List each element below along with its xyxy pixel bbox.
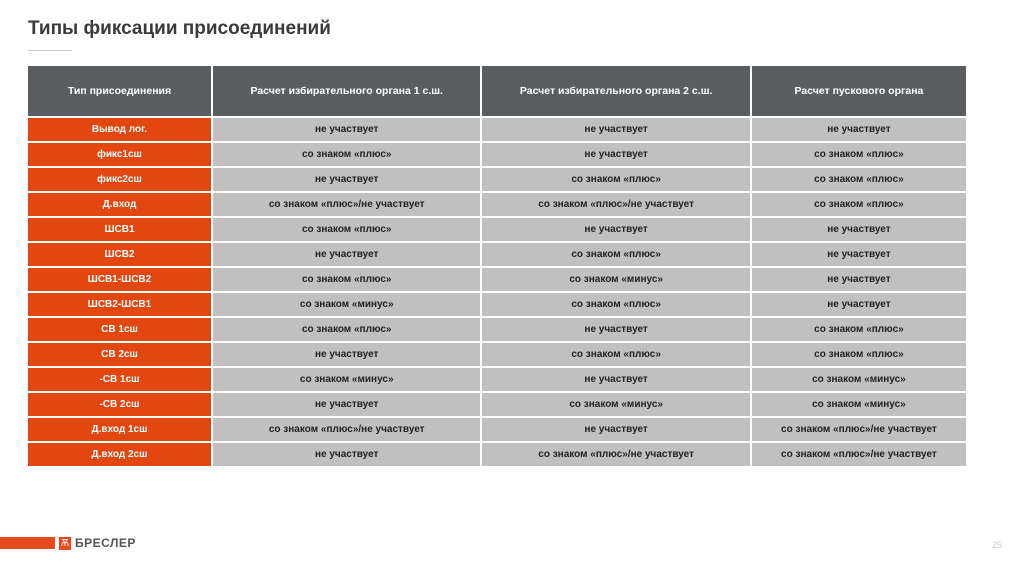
connection-type-cell: ШСВ1-ШСВ2 bbox=[28, 268, 211, 291]
value-cell: не участвует bbox=[752, 293, 966, 316]
table-row bbox=[28, 243, 966, 266]
value-cell: со знаком «плюс»/не участвует bbox=[752, 418, 966, 441]
table-row bbox=[28, 343, 966, 366]
connection-type-cell: ШСВ2-ШСВ1 bbox=[28, 293, 211, 316]
value-cell: не участвует bbox=[213, 343, 480, 366]
connection-type-cell: фикс2сш bbox=[28, 168, 211, 191]
value-cell: со знаком «плюс» bbox=[752, 193, 966, 216]
logo-mark-icon: Ѫ bbox=[60, 537, 70, 549]
value-cell: со знаком «минус» bbox=[213, 293, 480, 316]
footer-accent-bar bbox=[0, 537, 55, 549]
table-row bbox=[28, 118, 966, 141]
page-title: Типы фиксации присоединений bbox=[28, 18, 331, 39]
value-cell: со знаком «плюс» bbox=[213, 218, 480, 241]
table-row bbox=[28, 418, 966, 441]
table-row bbox=[28, 193, 966, 216]
table-header-row bbox=[28, 66, 966, 116]
value-cell: не участвует bbox=[752, 218, 966, 241]
connection-type-cell: Вывод лог. bbox=[28, 118, 211, 141]
value-cell: со знаком «плюс»/не участвует bbox=[752, 443, 966, 466]
value-cell: со знаком «плюс» bbox=[482, 243, 749, 266]
connection-type-cell: СВ 1сш bbox=[28, 318, 211, 341]
connection-type-cell: фикс1сш bbox=[28, 143, 211, 166]
value-cell: не участвует bbox=[752, 268, 966, 291]
value-cell: не участвует bbox=[482, 218, 749, 241]
value-cell: со знаком «плюс» bbox=[752, 168, 966, 191]
fixation-types-table bbox=[26, 64, 968, 468]
brand-logo bbox=[59, 536, 136, 550]
value-cell: не участвует bbox=[213, 243, 480, 266]
value-cell: со знаком «плюс»/не участвует bbox=[213, 193, 480, 216]
header-cell: Расчет избирательного органа 2 с.ш. bbox=[482, 66, 749, 116]
table-row bbox=[28, 218, 966, 241]
value-cell: со знаком «минус» bbox=[752, 368, 966, 391]
value-cell: не участвует bbox=[213, 168, 480, 191]
table-row bbox=[28, 168, 966, 191]
value-cell: со знаком «плюс» bbox=[213, 268, 480, 291]
header-cell: Расчет избирательного органа 1 с.ш. bbox=[213, 66, 480, 116]
value-cell: со знаком «плюс»/не участвует bbox=[482, 193, 749, 216]
value-cell: со знаком «плюс» bbox=[482, 343, 749, 366]
value-cell: со знаком «плюс»/не участвует bbox=[482, 443, 749, 466]
logo-text: БРЕСЛЕР bbox=[75, 536, 136, 550]
connection-type-cell: СВ 2сш bbox=[28, 343, 211, 366]
table-row bbox=[28, 268, 966, 291]
value-cell: со знаком «плюс» bbox=[482, 168, 749, 191]
table-row bbox=[28, 318, 966, 341]
value-cell: не участвует bbox=[213, 443, 480, 466]
connection-type-cell: Д.вход 2сш bbox=[28, 443, 211, 466]
connection-type-cell: Д.вход 1сш bbox=[28, 418, 211, 441]
table-row bbox=[28, 393, 966, 416]
value-cell: не участвует bbox=[752, 243, 966, 266]
table-row bbox=[28, 368, 966, 391]
value-cell: не участвует bbox=[482, 118, 749, 141]
table-row bbox=[28, 293, 966, 316]
value-cell: не участвует bbox=[482, 418, 749, 441]
value-cell: со знаком «плюс» bbox=[213, 143, 480, 166]
value-cell: со знаком «плюс» bbox=[752, 143, 966, 166]
value-cell: не участвует bbox=[482, 368, 749, 391]
value-cell: не участвует bbox=[482, 318, 749, 341]
value-cell: со знаком «плюс»/не участвует bbox=[213, 418, 480, 441]
table-row bbox=[28, 143, 966, 166]
connection-type-cell: ШСВ2 bbox=[28, 243, 211, 266]
connection-type-cell: -СВ 2сш bbox=[28, 393, 211, 416]
value-cell: со знаком «минус» bbox=[482, 268, 749, 291]
value-cell: со знаком «минус» bbox=[482, 393, 749, 416]
value-cell: не участвует bbox=[213, 393, 480, 416]
connection-type-cell: -СВ 1сш bbox=[28, 368, 211, 391]
value-cell: со знаком «минус» bbox=[213, 368, 480, 391]
connection-type-cell: ШСВ1 bbox=[28, 218, 211, 241]
table-row bbox=[28, 443, 966, 466]
value-cell: со знаком «плюс» bbox=[213, 318, 480, 341]
value-cell: не участвует bbox=[482, 143, 749, 166]
title-divider bbox=[28, 50, 72, 51]
header-cell: Тип присоединения bbox=[28, 66, 211, 116]
value-cell: не участвует bbox=[752, 118, 966, 141]
value-cell: со знаком «минус» bbox=[752, 393, 966, 416]
header-cell: Расчет пускового органа bbox=[752, 66, 966, 116]
connection-type-cell: Д.вход bbox=[28, 193, 211, 216]
value-cell: со знаком «плюс» bbox=[752, 343, 966, 366]
page-number: 25 bbox=[991, 540, 1002, 550]
value-cell: со знаком «плюс» bbox=[482, 293, 749, 316]
value-cell: со знаком «плюс» bbox=[752, 318, 966, 341]
value-cell: не участвует bbox=[213, 118, 480, 141]
